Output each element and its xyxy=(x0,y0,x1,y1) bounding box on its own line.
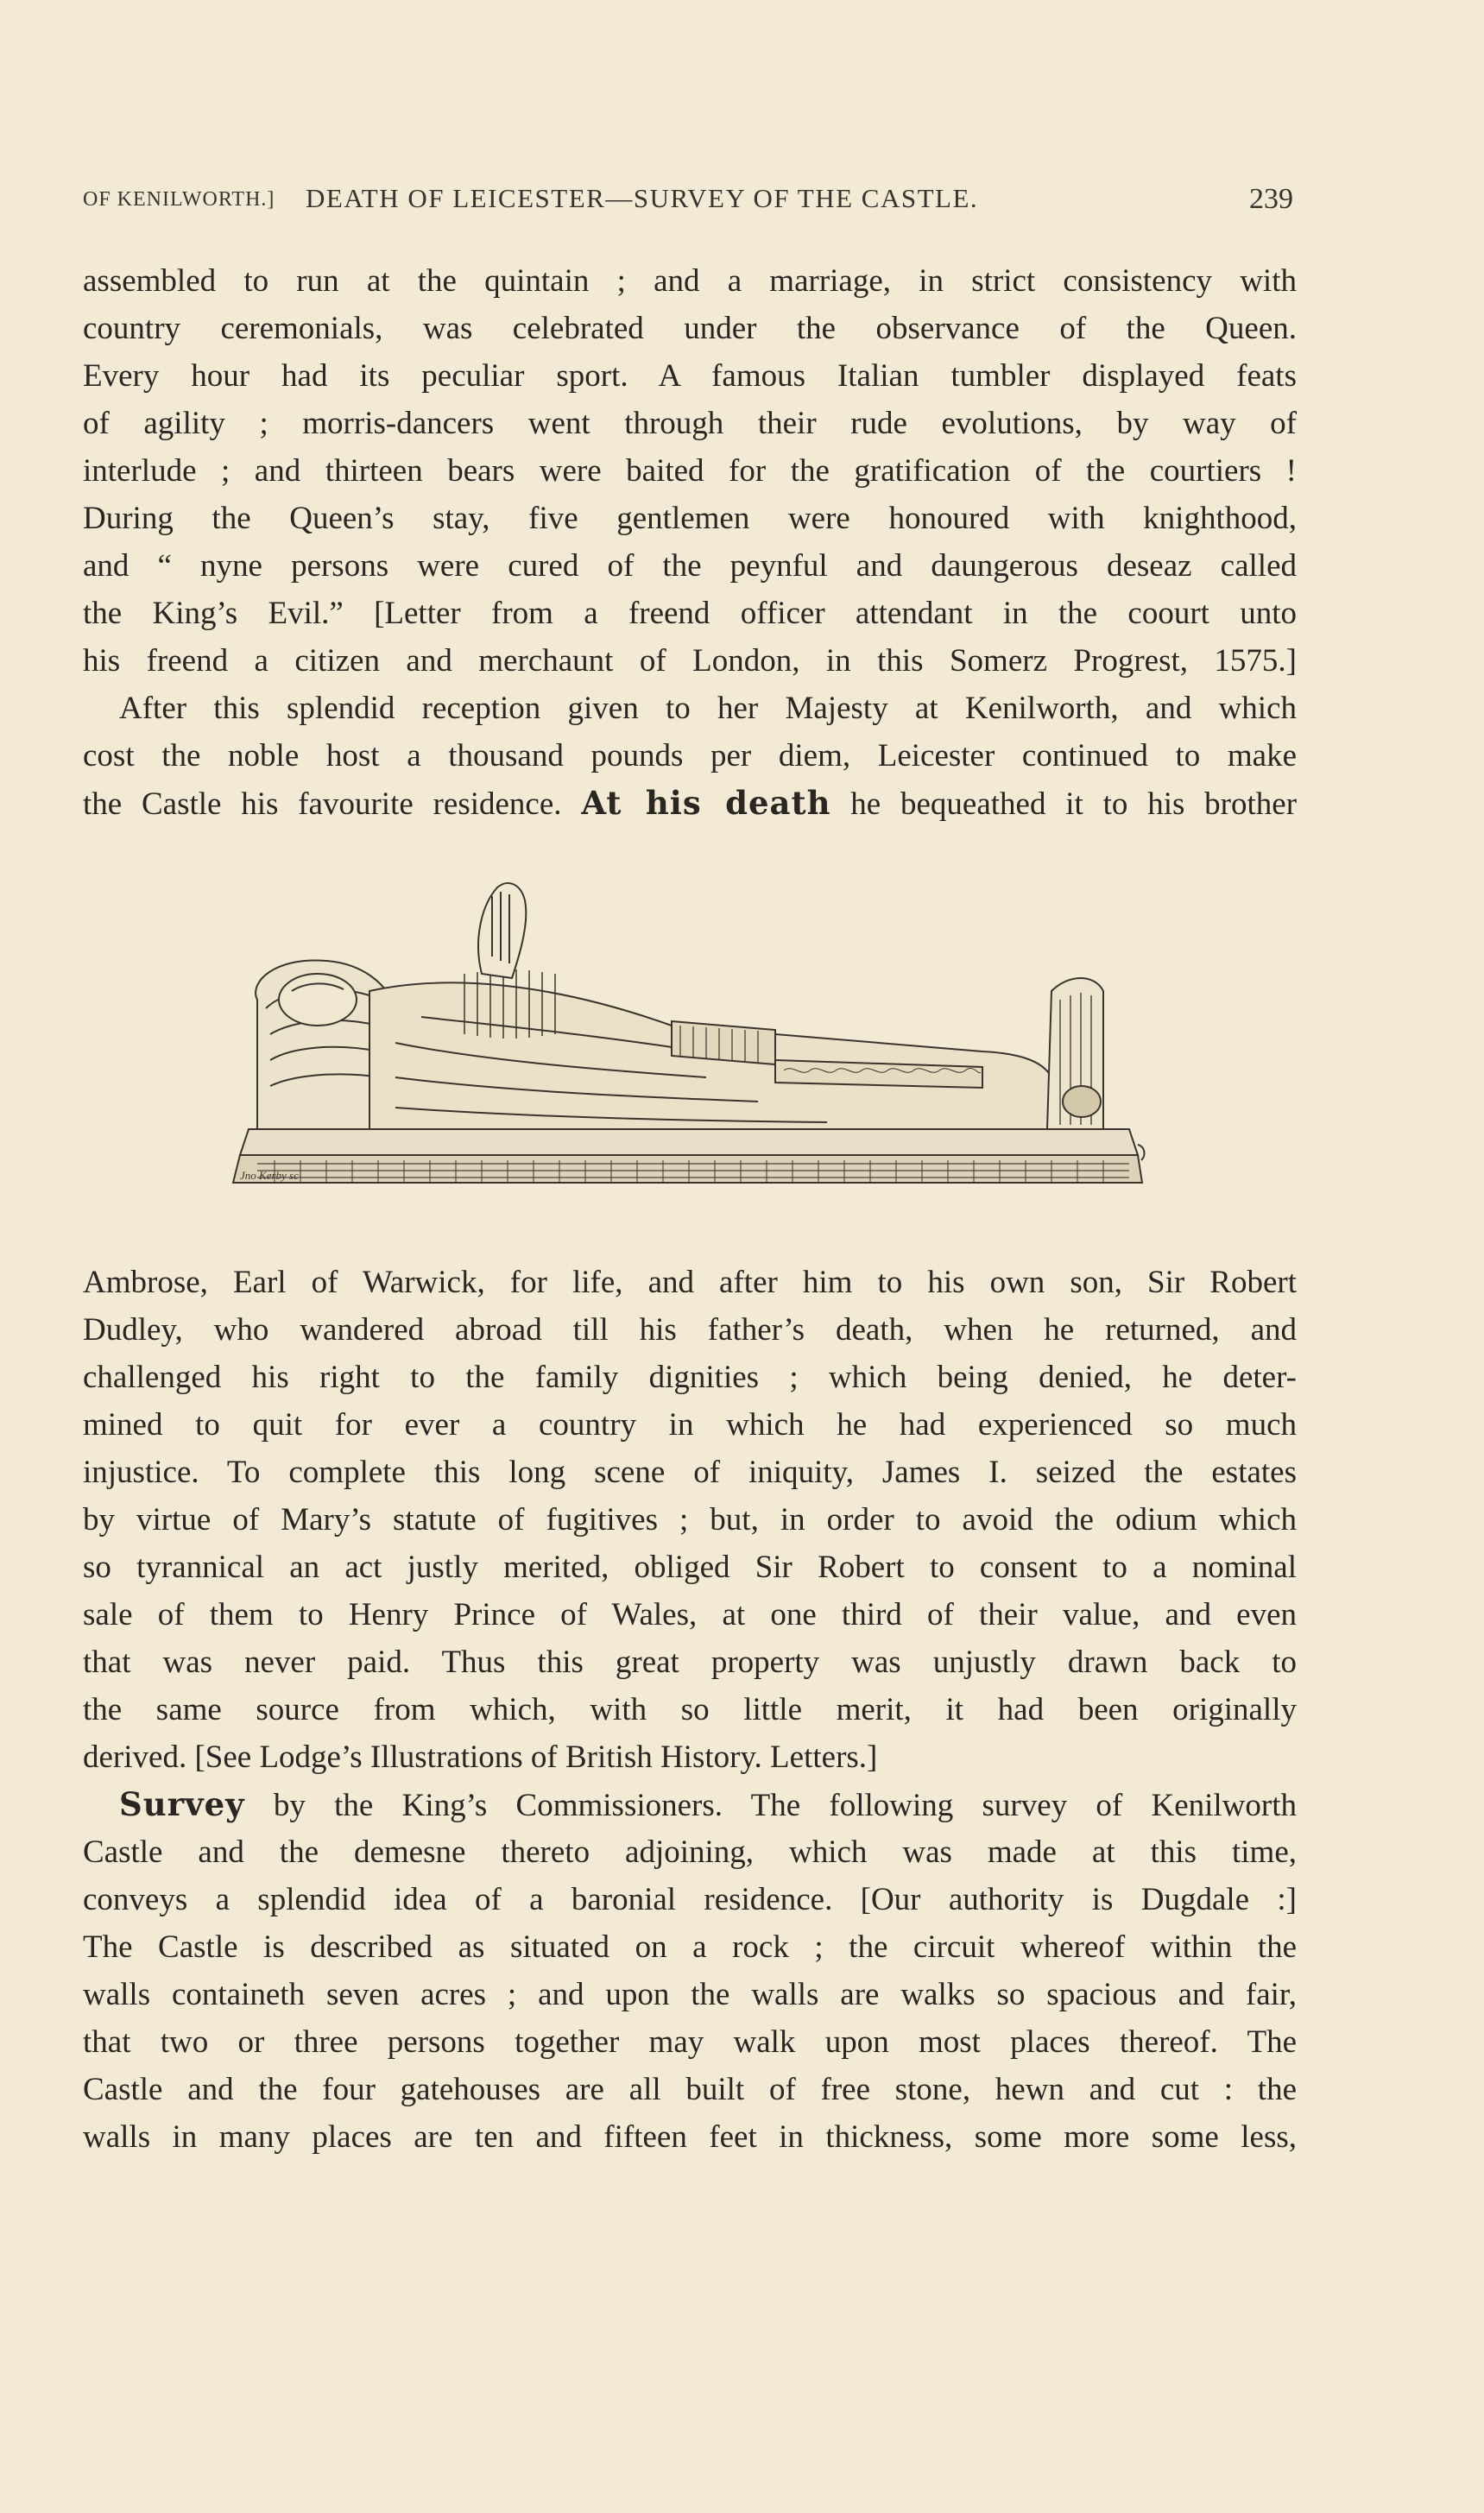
text-line-mixed xyxy=(83,1781,1297,1828)
text-line: injustice. To complete this long scene of iniquity, James I. seized the estates xyxy=(83,1455,1297,1490)
text-line: by virtue of Mary’s statute of fugitives ; but, in order to avoid the odium which xyxy=(83,1502,1297,1537)
text-line: interlude ; and thirteen bears were baited for the gratification of the courtiers ! xyxy=(83,453,1297,489)
text-run: by the King’s Commissioners. The following survey of Kenilworth xyxy=(273,1788,1297,1823)
text-line: Ambrose, Earl of Warwick, for life, and after him to his own son, Sir Robert xyxy=(83,1265,1297,1300)
blackletter-heading: Survey xyxy=(119,1785,245,1823)
running-head xyxy=(83,183,1293,226)
text-line: the same source from which, with so little merit, it had been originally xyxy=(83,1692,1297,1727)
text-line: The Castle is described as situated on a rock ; the circuit whereof within the xyxy=(83,1929,1297,1965)
text-block-top xyxy=(83,257,1297,827)
text-run: he bequeathed it to his brother xyxy=(850,786,1297,822)
text-line: conveys a splendid idea of a baronial residence. [Our authority is Dugdale :] xyxy=(83,1882,1297,1917)
text-line: and “ nyne persons were cured of the peynful and daungerous deseaz called xyxy=(83,548,1297,584)
text-line: After this splendid reception given to her Majesty at Kenilworth, and which xyxy=(119,691,1297,726)
engraver-signature: Jno Kerby sc xyxy=(240,1169,299,1182)
text-line: cost the noble host a thousand pounds per diem, Leicester continued to make xyxy=(83,738,1297,773)
running-head-left: OF KENILWORTH.] xyxy=(83,188,275,211)
text-line: that was never paid. Thus this great property was unjustly drawn back to xyxy=(83,1645,1297,1680)
text-line: During the Queen’s stay, five gentlemen were honoured with knighthood, xyxy=(83,501,1297,536)
text-line: the King’s Evil.” [Letter from a freend officer attendant in the coourt unto xyxy=(83,596,1297,631)
text-line: of agility ; morris-dancers went through their rude evolutions, by way of xyxy=(83,406,1297,441)
running-head-title: DEATH OF LEICESTER—SURVEY OF THE CASTLE. xyxy=(306,183,979,213)
text-line: Dudley, who wandered abroad till his father’s death, when he returned, and xyxy=(83,1312,1297,1348)
text-line: Castle and the demesne thereto adjoining, which was made at this time, xyxy=(83,1834,1297,1870)
text-block-bottom xyxy=(83,1259,1297,2161)
text-line: walls in many places are ten and fifteen feet in thickness, some more some less, xyxy=(83,2119,1297,2155)
text-line: sale of them to Henry Prince of Wales, at one third of their value, and even xyxy=(83,1597,1297,1632)
text-line: Castle and the four gatehouses are all built of free stone, hewn and cut : the xyxy=(83,2072,1297,2107)
blackletter-heading: At his death xyxy=(581,784,831,822)
text-line: walls containeth seven acres ; and upon the walls are walks so spacious and fair, xyxy=(83,1977,1297,2012)
text-line: Every hour had its peculiar sport. A famous Italian tumbler displayed feats xyxy=(83,358,1297,394)
text-run: the Castle his favourite residence. xyxy=(83,786,562,822)
text-line-mixed xyxy=(83,780,1297,827)
effigy-engraving xyxy=(223,870,1157,1207)
text-line: challenged his right to the family dignities ; which being denied, he deter- xyxy=(83,1360,1297,1395)
text-line: country ceremonials, was celebrated under the observance of the Queen. xyxy=(83,311,1297,346)
text-line: mined to quit for ever a country in which he had experienced so much xyxy=(83,1407,1297,1443)
page-number: 239 xyxy=(1249,183,1293,215)
text-line: his freend a citizen and merchaunt of London, in this Somerz Progrest, 1575.] xyxy=(83,643,1297,679)
text-line: that two or three persons together may walk upon most places thereof. The xyxy=(83,2024,1297,2060)
text-line: so tyrannical an act justly merited, obliged Sir Robert to consent to a nominal xyxy=(83,1550,1297,1585)
text-line: assembled to run at the quintain ; and a marriage, in strict consistency with xyxy=(83,263,1297,299)
text-line: derived. [See Lodge’s Illustrations of British History. Letters.] xyxy=(83,1740,878,1775)
